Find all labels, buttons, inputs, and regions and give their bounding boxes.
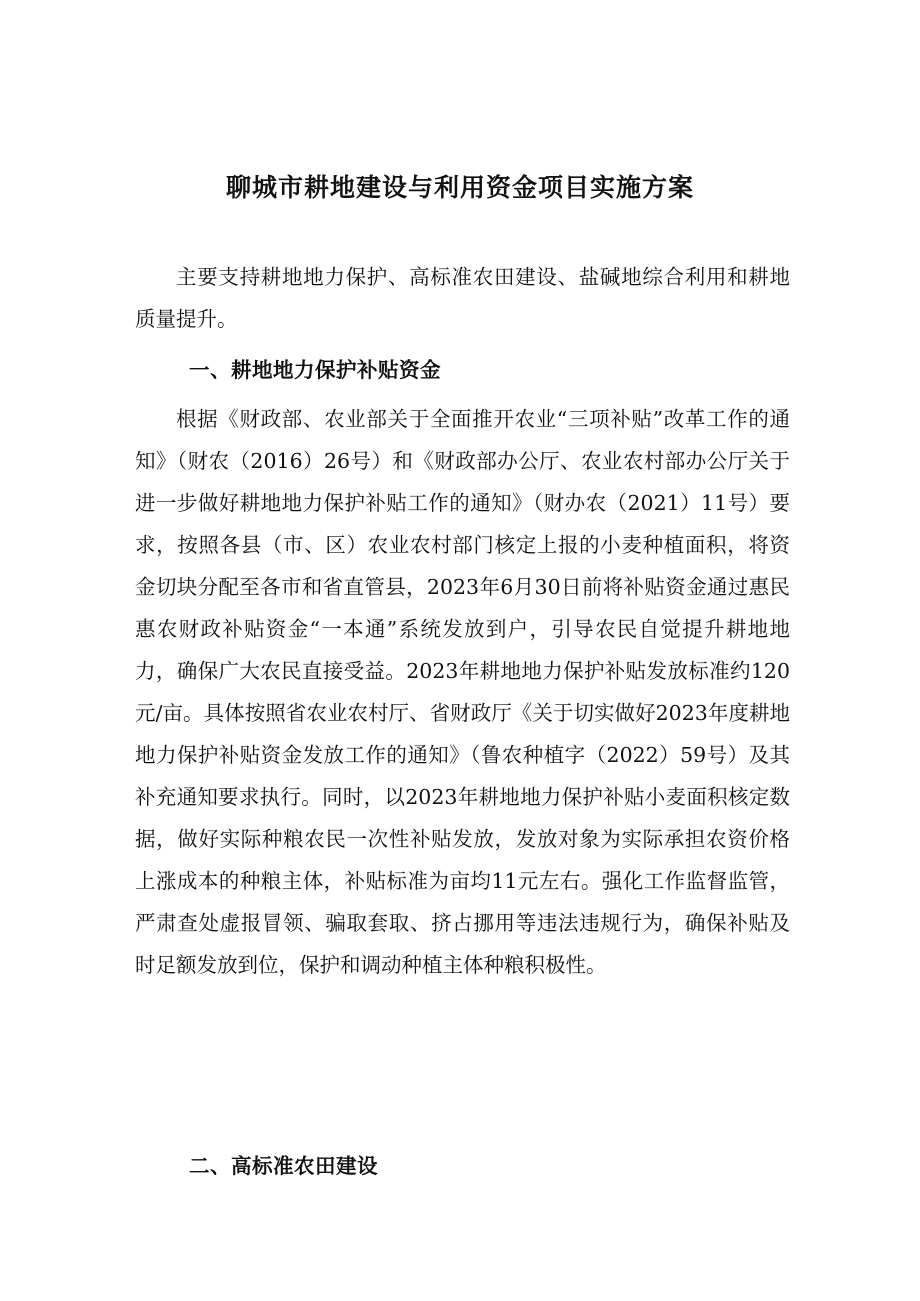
intro-paragraph: 主要支持耕地地力保护、高标准农田建设、盐碱地综合利用和耕地质量提升。 [135, 265, 790, 331]
section-heading-1: 一、耕地地力保护补贴资金 [189, 358, 441, 382]
document-title: 聊城市耕地建设与利用资金项目实施方案 [225, 173, 694, 202]
section-heading-2: 二、高标准农田建设 [189, 1154, 378, 1178]
section-1-body: 根据《财政部、农业部关于全面推开农业“三项补贴”改革工作的通知》（财农（2016）26号）和《财政部办公厅、农业农村部办公厅关于进一步做好耕地地力保护补贴工作的通知》（财办农（2021）11号）要求，按照各县（市、区）农业农村部门核定上报的小麦种植面积，将资金切块分配至各市和省直管县，2023年6月30日前将补贴资金通过惠民惠农财政补贴资金“一本通”系统发放到户，引导农民自觉提升耕地地力，确保广大农民直接受益。2023年耕地地力保护补贴发放标准约120元/亩。具体按照省农业农村厅、省财政厅《关于切实做好2023年度耕地地力保护补贴资金发放工作的通知》（鲁农种植字（2022）59号）及其补充通知要求执行。同时，以2023年耕地地力保护补贴小麦面积核定数据，做好实际种粮农民一次性补贴发放，发放对象为实际承担农资价格上涨成本的种粮主体，补贴标准为亩均11元左右。强化工作监督监管，严肃查处虚报冒领、骗取套取、挤占挪用等违法违规行为，确保补贴及时足额发放到位，保护和调动种植主体种粮积极性。 [135, 407, 790, 977]
